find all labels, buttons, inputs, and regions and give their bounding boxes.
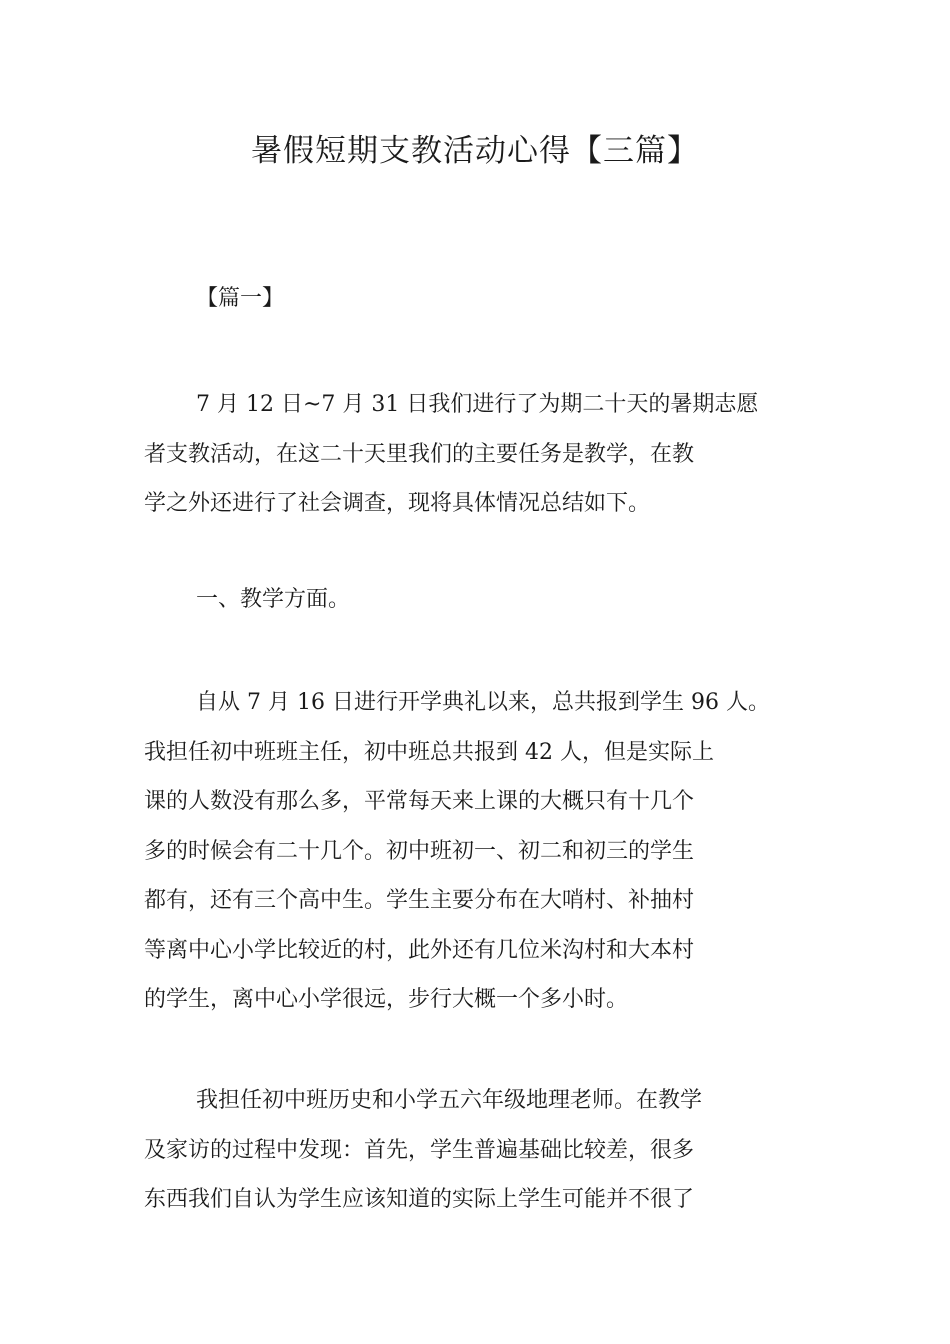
paragraph-line: 都有，还有三个高中生。学生主要分布在大哨村、补抽村	[144, 888, 695, 913]
paragraph-line: 我担任初中班历史和小学五六年级地理老师。在教学	[196, 1088, 703, 1113]
paragraph-line: 的学生，离中心小学很远，步行大概一个多小时。	[144, 987, 629, 1012]
paragraph-line: 我担任初中班班主任，初中班总共报到 42 人，但是实际上	[144, 739, 714, 765]
paragraph-line: 东西我们自认为学生应该知道的实际上学生可能并不很了	[144, 1187, 695, 1212]
paragraph-line: 自从 7 月 16 日进行开学典礼以来，总共报到学生 96 人。	[196, 690, 770, 715]
paragraph-line: 7 月 12 日~7 月 31 日我们进行了为期二十天的暑期志愿	[196, 392, 759, 417]
paragraph-teaching	[144, 1076, 816, 1225]
paragraph-line: 等离中心小学比较近的村，此外还有几位米沟村和大本村	[144, 937, 695, 963]
section-heading: 一、教学方面。	[196, 587, 351, 612]
paragraph-line: 课的人数没有那么多，平常每天来上课的大概只有十几个	[144, 789, 695, 814]
paragraph-line: 学之外还进行了社会调查，现将具体情况总结如下。	[144, 491, 651, 516]
paragraph-line: 及家访的过程中发现：首先，学生普遍基础比较差，很多	[144, 1137, 695, 1163]
paragraph-line: 者支教活动，在这二十天里我们的主要任务是教学，在教	[144, 441, 695, 467]
section-label: 【篇一】	[196, 286, 285, 311]
paragraph-line: 多的时候会有二十几个。初中班初一、初二和初三的学生	[144, 838, 695, 864]
paragraph-enrollment	[144, 678, 816, 1025]
document-title: 暑假短期支教活动心得【三篇】	[251, 133, 699, 169]
paragraph-intro	[144, 380, 816, 529]
